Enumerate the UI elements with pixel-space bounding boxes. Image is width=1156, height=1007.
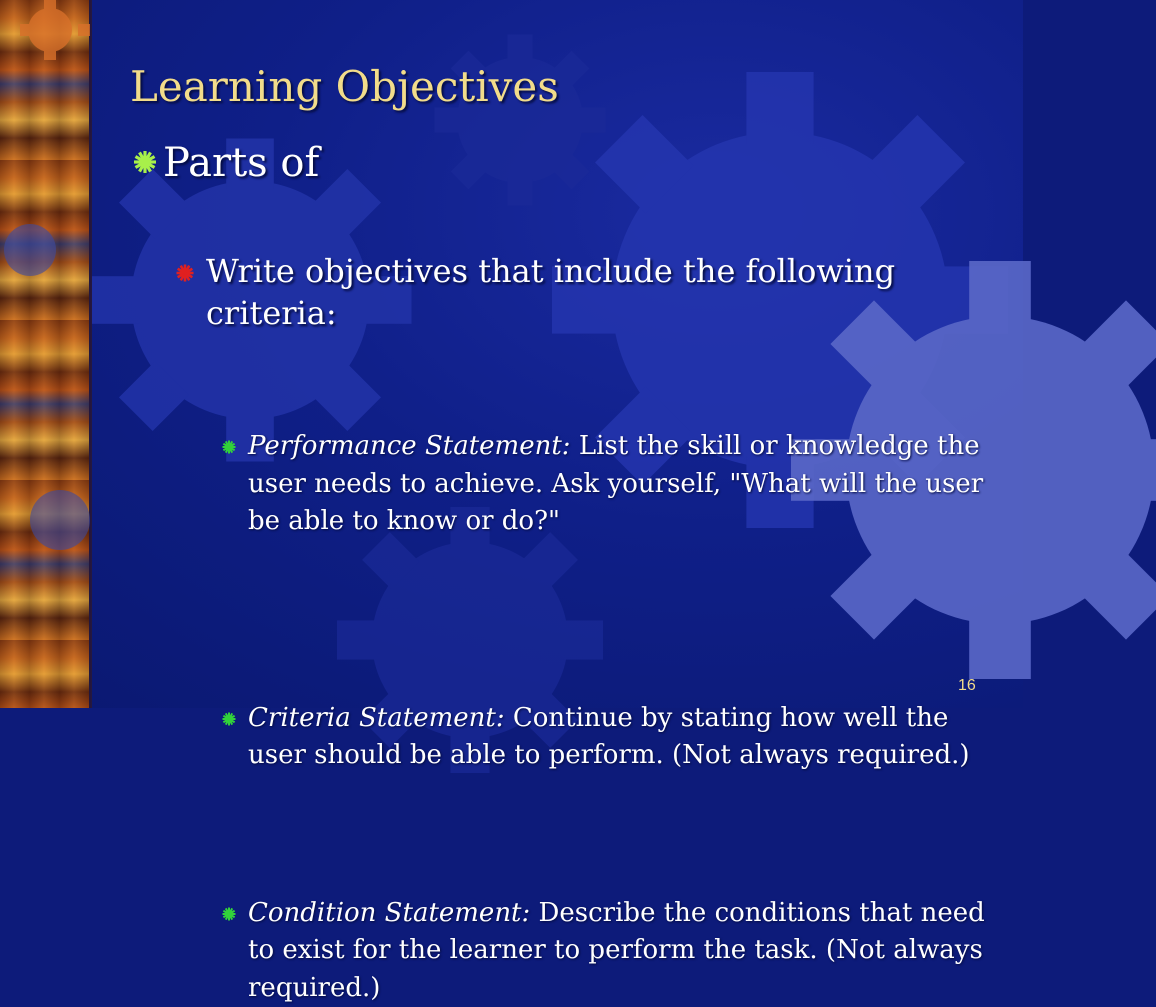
page-number: 16: [958, 677, 976, 695]
starburst-bullet-icon: [222, 907, 236, 921]
bullet-level-1: [133, 140, 1156, 186]
starburst-bullet-icon: [176, 264, 194, 282]
starburst-bullet-icon: [222, 440, 236, 454]
bullet-level-2-text: Write objectives that include the following criteria:: [176, 250, 976, 334]
gear-icon: [0, 0, 92, 708]
item-text: Continue by stating how well the user should be able to perform. (Not always required.): [248, 703, 970, 771]
bullet-level-2: [176, 250, 976, 334]
item-text: Describe the conditions that need to exist for the learner to perform the task. (Not always required.): [248, 898, 985, 1003]
starburst-bullet-icon: [133, 150, 157, 174]
bullet-level-3-text: [222, 895, 1002, 1007]
bullet-level-3-item: [222, 428, 1002, 541]
item-label: Condition Statement:: [248, 898, 530, 928]
starburst-bullet-icon: [222, 712, 236, 726]
bullet-level-3-item: [222, 700, 1002, 775]
slide-title: Learning Objectives: [130, 62, 559, 111]
bullet-level-3-item: [222, 895, 1002, 1007]
bullet-level-1-text: Parts of: [133, 140, 1156, 186]
bullet-level-3-text: [222, 428, 1002, 541]
item-label: Performance Statement:: [248, 431, 571, 461]
item-text: List the skill or knowledge the user needs to achieve. Ask yourself, "What will the user be able to know or do?": [248, 431, 983, 536]
bullet-level-3-text: [222, 700, 1002, 775]
decorative-side-strip: [0, 0, 92, 708]
item-label: Criteria Statement:: [248, 703, 505, 733]
